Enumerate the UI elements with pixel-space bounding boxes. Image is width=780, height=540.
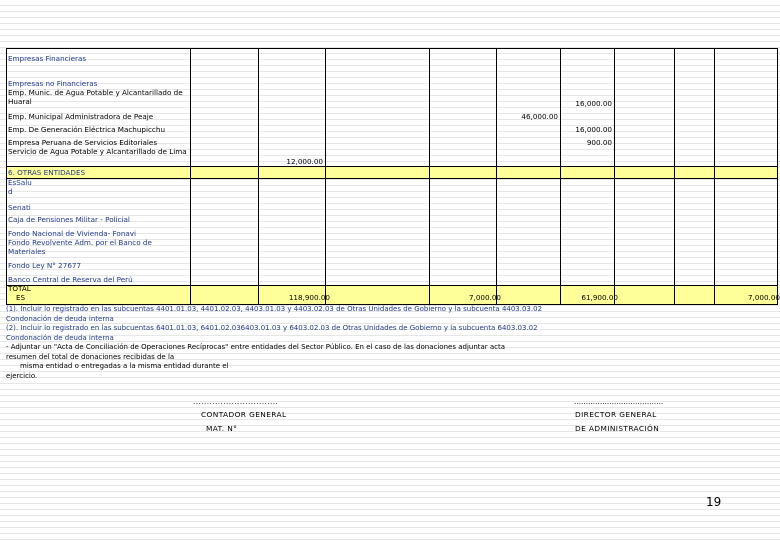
row-label: Fondo Ley N° 27677 bbox=[8, 262, 82, 270]
row-label: Caja de Pensiones Militar - Policial bbox=[8, 216, 130, 224]
table-row bbox=[6, 169, 778, 179]
row-label: Fondo Revolvente Adm. por el Banco de Materiales bbox=[8, 239, 152, 256]
page-number: 19 bbox=[706, 495, 722, 509]
financial-table bbox=[6, 48, 778, 304]
reconciliation-note: - Adjuntar un "Acta de Conciliación de Operaciones Recíprocas" entre entidades del Sector Público. En el caso de las donaciones adjuntar acta bbox=[6, 343, 506, 351]
total-sub-label: ES bbox=[16, 294, 26, 302]
matricula-label: MAT. N° bbox=[206, 424, 238, 433]
table-row bbox=[6, 204, 778, 214]
row-label: EsSalu d bbox=[8, 179, 32, 196]
contador-general-title: CONTADOR GENERAL bbox=[201, 410, 287, 419]
table-row bbox=[6, 126, 778, 136]
director-general-title: DIRECTOR GENERAL bbox=[575, 410, 657, 419]
row-label: Fondo Nacional de Vivienda- Fonavi bbox=[8, 230, 137, 238]
row-label: Emp. Munic. de Agua Potable y Alcantarillado de Huaral bbox=[8, 89, 183, 106]
row-label: Empresas no Financieras bbox=[8, 80, 98, 88]
footnote-2: (2). Incluir lo registrado en las subcuentas 6401.01.03, 6401.02.036403.01.03 y 6403.02.03 de Otras Unidades de Gobierno y la subcuenta 6403.03.02 bbox=[6, 324, 538, 332]
amount-cell: 12,000.00 bbox=[286, 158, 323, 166]
row-label: Senati bbox=[8, 204, 31, 212]
signature-line-left: ............................... bbox=[193, 397, 279, 406]
row-label: Empresa Peruana de Servicios Editoriales bbox=[8, 139, 158, 147]
reconciliation-note-cont: ejercicio. bbox=[6, 372, 38, 380]
reconciliation-note-cont: resumen del total de donaciones recibidas de la bbox=[6, 353, 175, 361]
row-label: Emp. Municipal Administradora de Peaje bbox=[8, 113, 154, 121]
table-row bbox=[6, 113, 778, 123]
footnote-2-cont: Condonación de deuda interna bbox=[6, 334, 114, 342]
reconciliation-note-cont: misma entidad o entregadas a la misma entidad durante el bbox=[20, 362, 229, 370]
row-label: Emp. De Generación Eléctrica Machupicchu bbox=[8, 126, 165, 134]
table-row bbox=[6, 262, 778, 272]
table-row bbox=[6, 216, 778, 226]
amount-cell: 16,000.00 bbox=[575, 126, 612, 134]
total-amount: 7,000.00 bbox=[468, 294, 501, 302]
amount-cell: 16,000.00 bbox=[575, 100, 612, 108]
administracion-label: DE ADMINISTRACIÓN bbox=[575, 424, 660, 433]
row-line bbox=[6, 48, 778, 49]
amount-cell: 46,000.00 bbox=[521, 113, 558, 121]
total-amount: 7,000.00 bbox=[747, 294, 780, 302]
table-row bbox=[6, 55, 778, 65]
table-row bbox=[6, 239, 778, 259]
signature-line-right: ...................................... bbox=[574, 397, 664, 406]
row-label: Banco Central de Reserva del Perú bbox=[8, 276, 133, 284]
footnote-1-cont: Condonación de deuda interna bbox=[6, 315, 114, 323]
table-row bbox=[6, 179, 778, 201]
row-label: Servicio de Agua Potable y Alcantarillado de Lima bbox=[8, 148, 187, 156]
total-amount: 118,900.00 bbox=[288, 294, 330, 302]
total-label: TOTAL bbox=[8, 285, 31, 293]
row-label: 6. OTRAS ENTIDADES bbox=[8, 169, 86, 177]
table-row bbox=[6, 148, 778, 168]
footnote-1: (1). Incluir lo registrado en las subcuentas 4401.01.03, 4401.02.03, 4403.01.03 y 4403.02.03 de Otras Unidades de Gobierno y la subcuenta 4403.03.02 bbox=[6, 305, 543, 313]
total-values-row bbox=[6, 285, 778, 304]
total-amount: 61,900.00 bbox=[581, 294, 618, 302]
amount-cell: 900.00 bbox=[586, 139, 612, 147]
row-label: Empresas Financieras bbox=[8, 55, 87, 63]
